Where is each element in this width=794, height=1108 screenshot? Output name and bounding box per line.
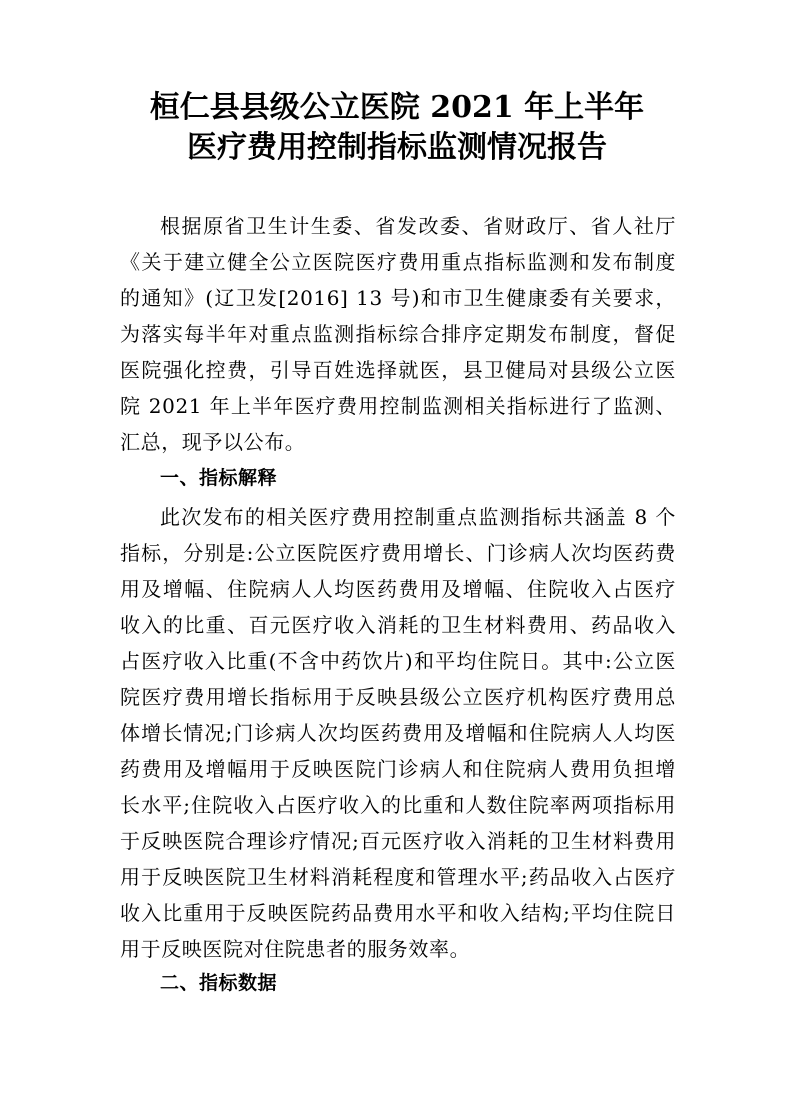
intro-paragraph: 根据原省卫生计生委、省发改委、省财政厅、省人社厅《关于建立健全公立医院医疗费用重点指标监测和发布制度的通知》(辽卫发[2016] 13 号)和市卫生健康委有关要求，为落实每半年对重点监测指标综合排序定期发布制度，督促医院强化控费，引导百姓选择就医，县卫健局对县级公立医院 2021 年上半年医疗费用控制监测相关指标进行了监测、汇总，现予以公布。	[120, 214, 676, 454]
intro-paragraph-block	[120, 208, 676, 460]
section1-paragraph: 此次发布的相关医疗费用控制重点监测指标共涵盖 8 个指标，分别是:公立医院医疗费用增长、门诊病人次均医药费用及增幅、住院病人人均医药费用及增幅、住院收入占医疗收入的比重、百元医疗收入消耗的卫生材料费用、药品收入占医疗收入比重(不含中药饮片)和平均住院日。其中:公立医院医疗费用增长指标用于反映县级公立医疗机构医疗费用总体增长情况;门诊病人次均医药费用及增幅和住院病人人均医药费用及增幅用于反映医院门诊病人和住院病人费用负担增长水平;住院收入占医疗收入的比重和人数住院率两项指标用于反映医院合理诊疗情况;百元医疗收入消耗的卫生材料费用用于反映医院卫生材料消耗程度和管理水平;药品收入占医疗收入比重用于反映医院药品费用水平和收入结构;平均住院日用于反映医院对住院患者的服务效率。	[120, 505, 676, 961]
document-title-line-2: 医疗费用控制指标监测情况报告	[187, 130, 607, 165]
section-heading-indicator-explanation: 一、指标解释	[160, 467, 278, 489]
document-title-line-1: 桓仁县县级公立医院 2021 年上半年	[149, 90, 645, 125]
section-heading-indicator-data: 二、指标数据	[160, 972, 278, 994]
section1-paragraph-block	[120, 499, 676, 967]
